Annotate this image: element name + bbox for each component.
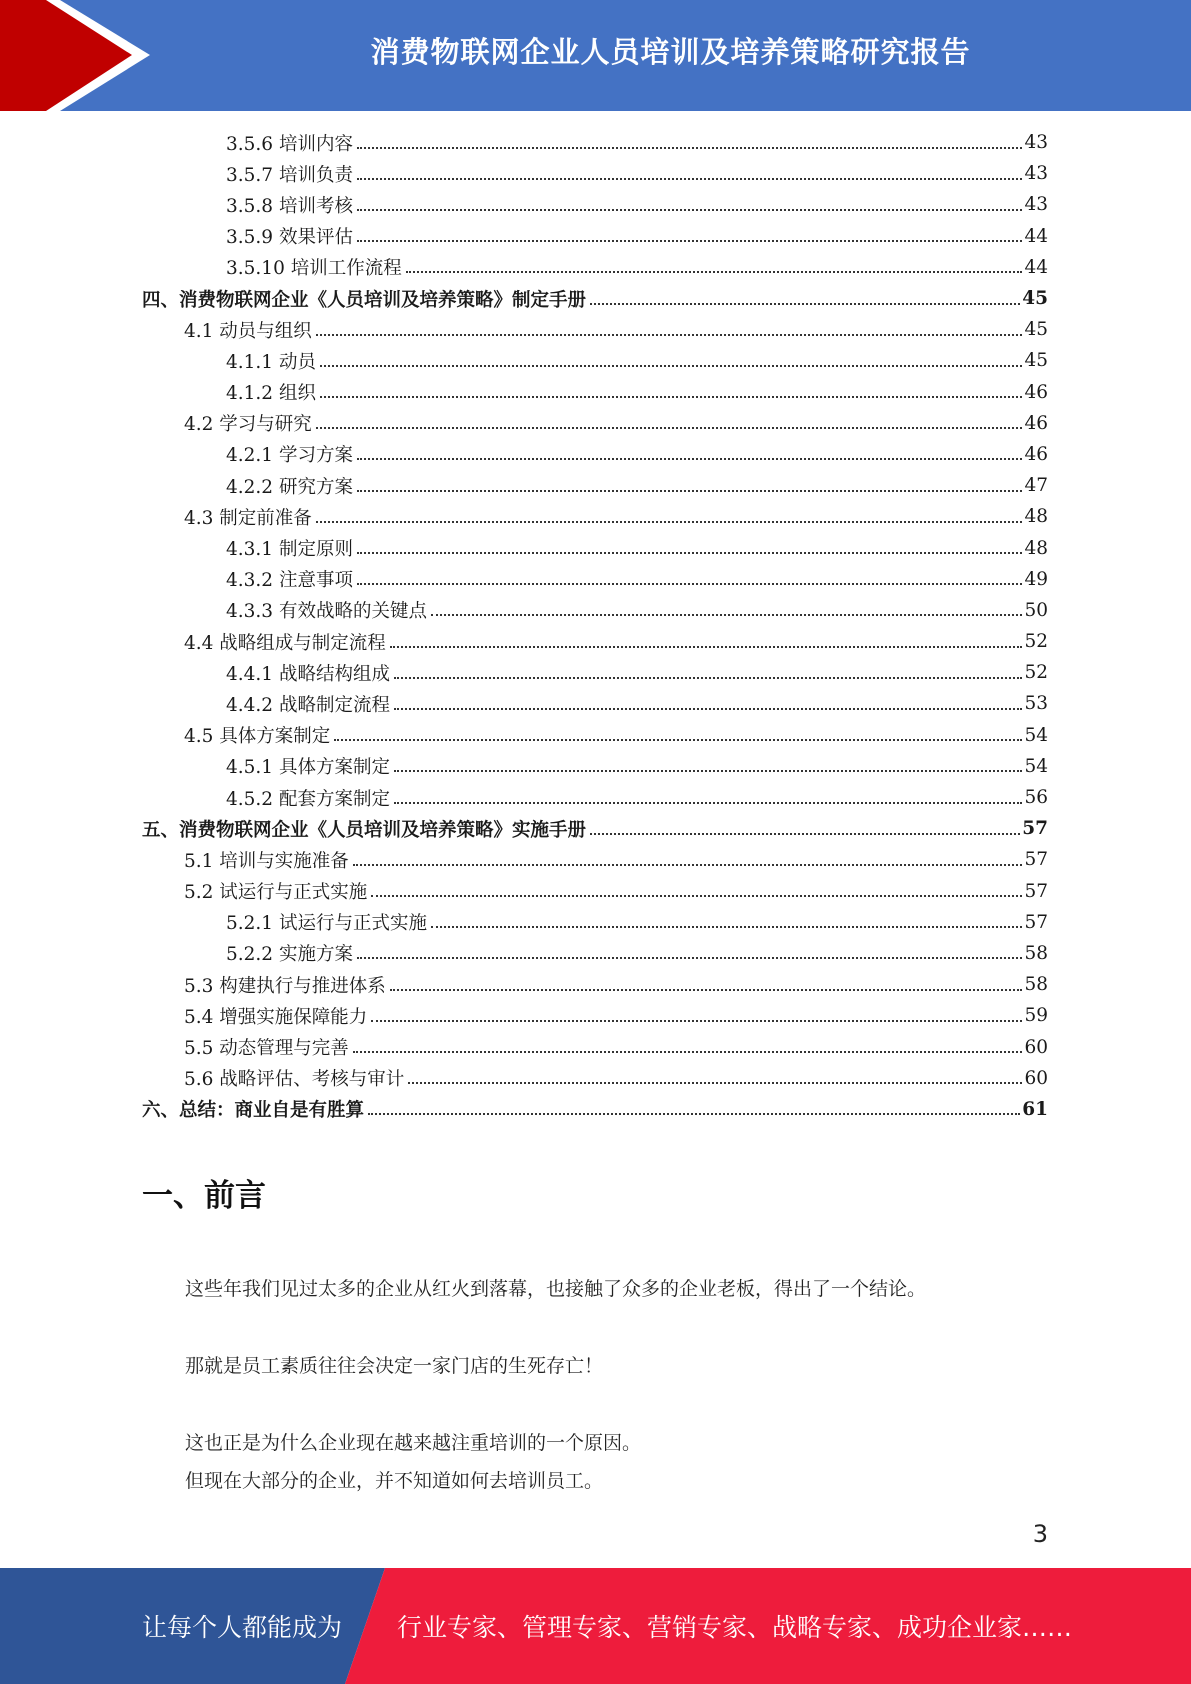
toc-entry[interactable] [142,189,1048,220]
toc-dot-leader [357,490,1023,492]
toc-dot-leader [357,458,1023,460]
toc-entry[interactable] [142,1031,1048,1062]
toc-entry[interactable] [142,283,1048,314]
toc-entry-page: 57 [1024,911,1048,933]
toc-entry-label: 5.2.1 试运行与正式实施 [226,913,427,935]
toc-entry-page: 48 [1024,506,1048,528]
toc-entry-label: 5.6 战略评估、考核与审计 [184,1069,405,1091]
toc-entry[interactable] [142,439,1048,470]
toc-entry[interactable] [142,377,1048,408]
toc-entry-label: 5.2 试运行与正式实施 [184,882,368,904]
toc-entry-page: 54 [1024,755,1048,777]
toc-entry[interactable] [142,1000,1048,1031]
toc-entry-label: 3.5.9 效果评估 [226,227,353,249]
toc-entry[interactable] [142,844,1048,875]
toc-entry-page: 45 [1024,350,1048,372]
toc-entry[interactable] [142,751,1048,782]
toc-dot-leader [357,957,1023,959]
toc-entry[interactable] [142,876,1048,907]
toc-dot-leader [368,1113,1020,1115]
toc-entry[interactable] [142,938,1048,969]
toc-entry[interactable] [142,907,1048,938]
toc-dot-leader [357,552,1023,554]
toc-entry-label: 3.5.7 培训负责 [226,164,353,186]
toc-dot-leader [371,895,1022,897]
toc-entry-label: 3.5.10 培训工作流程 [226,258,402,280]
toc-entry[interactable] [142,532,1048,563]
toc-dot-leader [408,1082,1022,1084]
toc-entry-label: 4.3.2 注意事项 [226,570,353,592]
toc-entry[interactable] [142,501,1048,532]
toc-entry-page: 53 [1024,693,1048,715]
toc-entry-label: 5.1 培训与实施准备 [184,850,349,872]
toc-entry-page: 60 [1024,1067,1048,1089]
toc-dot-leader [353,864,1023,866]
toc-entry-page: 45 [1022,288,1048,310]
toc-entry-label: 3.5.6 培训内容 [226,133,353,155]
toc-entry-page: 44 [1024,225,1048,247]
toc-entry-label: 六、总结：商业自是有胜算 [142,1100,365,1122]
toc-dot-leader [320,365,1023,367]
toc-entry[interactable] [142,158,1048,189]
section-heading: 一、前言 [142,1178,266,1214]
toc-entry-page: 46 [1024,381,1048,403]
toc-entry-label: 4.3 制定前准备 [184,507,312,529]
paragraph: 这些年我们见过太多的企业从红火到落幕，也接触了众多的企业老板，得出了一个结论。 [185,1278,927,1300]
toc-entry-label: 4.1 动员与组织 [184,320,312,342]
toc-dot-leader [371,1020,1022,1022]
toc-entry[interactable] [142,408,1048,439]
toc-entry-page: 52 [1024,631,1048,653]
toc-entry[interactable] [142,969,1048,1000]
toc-entry[interactable] [142,470,1048,501]
toc-dot-leader [357,147,1023,149]
toc-dot-leader [353,1051,1023,1053]
toc-entry-page: 43 [1024,163,1048,185]
toc-dot-leader [394,802,1022,804]
toc-dot-leader [316,334,1023,336]
toc-entry[interactable] [142,688,1048,719]
toc-dot-leader [390,989,1023,991]
toc-entry-page: 57 [1024,849,1048,871]
toc-entry-page: 52 [1024,662,1048,684]
toc-entry-label: 4.2.2 研究方案 [226,476,353,498]
toc-entry-label: 4.4.1 战略结构组成 [226,663,390,685]
toc-entry-label: 4.5.2 配套方案制定 [226,788,390,810]
toc-entry[interactable] [142,813,1048,844]
toc-entry-label: 4.5 具体方案制定 [184,726,331,748]
toc-entry[interactable] [142,782,1048,813]
page-number: 3 [1032,1520,1048,1548]
toc-entry-page: 61 [1022,1098,1048,1120]
toc-entry-label: 4.1.2 组织 [226,383,316,405]
toc-dot-leader [590,833,1020,835]
paragraph: 那就是员工素质往往会决定一家门店的生死存亡！ [185,1355,604,1377]
toc-entry-page: 57 [1024,880,1048,902]
toc-entry-page: 60 [1024,1036,1048,1058]
toc-entry-page: 57 [1022,818,1048,840]
toc-entry-page: 46 [1024,443,1048,465]
table-of-contents [142,127,1048,1125]
toc-dot-leader [357,209,1023,211]
paragraph: 但现在大部分的企业，并不知道如何去培训员工。 [185,1470,604,1492]
toc-dot-leader [394,770,1022,772]
toc-entry-label: 4.3.3 有效战略的关键点 [226,601,427,623]
toc-entry-label: 5.5 动态管理与完善 [184,1038,349,1060]
toc-dot-leader [316,427,1023,429]
toc-dot-leader [431,926,1022,928]
toc-entry-page: 46 [1024,412,1048,434]
toc-dot-leader [357,178,1023,180]
toc-entry[interactable] [142,564,1048,595]
toc-entry-page: 43 [1024,194,1048,216]
toc-entry-page: 50 [1024,599,1048,621]
toc-entry-label: 5.3 构建执行与推进体系 [184,975,386,997]
toc-entry-label: 4.2 学习与研究 [184,414,312,436]
toc-dot-leader [394,677,1022,679]
toc-entry[interactable] [142,221,1048,252]
toc-dot-leader [334,739,1022,741]
toc-dot-leader [406,271,1023,273]
toc-entry-page: 59 [1024,1005,1048,1027]
toc-entry[interactable] [142,314,1048,345]
toc-entry-label: 4.4.2 战略制定流程 [226,694,390,716]
toc-entry-label: 5.4 增强实施保障能力 [184,1006,368,1028]
toc-entry-page: 43 [1024,132,1048,154]
toc-entry[interactable] [142,657,1048,688]
toc-dot-leader [357,240,1023,242]
toc-dot-leader [394,708,1022,710]
report-title: 消费物联网企业人员培训及培养策略研究报告 [370,34,971,69]
toc-entry-label: 4.1.1 动员 [226,351,316,373]
toc-entry-page: 56 [1024,787,1048,809]
toc-entry-label: 五、消费物联网企业《人员培训及培养策略》实施手册 [142,819,587,841]
toc-entry[interactable] [142,127,1048,158]
page-header [0,0,1191,111]
toc-dot-leader [320,396,1023,398]
toc-entry-page: 44 [1024,256,1048,278]
toc-entry-label: 3.5.8 培训考核 [226,195,353,217]
toc-entry[interactable] [142,595,1048,626]
toc-entry-label: 5.2.2 实施方案 [226,944,353,966]
toc-entry-page: 54 [1024,724,1048,746]
paragraph: 这也正是为什么企业现在越来越注重培训的一个原因。 [185,1432,642,1454]
toc-entry-page: 49 [1024,568,1048,590]
toc-entry[interactable] [142,720,1048,751]
toc-entry-page: 58 [1024,942,1048,964]
toc-entry[interactable] [142,1094,1048,1125]
toc-entry[interactable] [142,626,1048,657]
toc-entry-page: 47 [1024,475,1048,497]
toc-dot-leader [431,614,1022,616]
footer-slogan-left: 让每个人都能成为 [142,1613,343,1642]
toc-entry[interactable] [142,345,1048,376]
toc-entry-label: 四、消费物联网企业《人员培训及培养策略》制定手册 [142,289,587,311]
toc-entry-page: 45 [1024,319,1048,341]
toc-dot-leader [390,646,1023,648]
toc-entry[interactable] [142,252,1048,283]
toc-entry-label: 4.5.1 具体方案制定 [226,757,390,779]
footer-slogan-right: 行业专家、管理专家、营销专家、战略专家、成功企业家…… [397,1613,1073,1642]
toc-dot-leader [316,521,1023,523]
toc-entry-page: 48 [1024,537,1048,559]
toc-entry[interactable] [142,1063,1048,1094]
toc-entry-label: 4.2.1 学习方案 [226,445,353,467]
toc-dot-leader [590,303,1020,305]
toc-entry-label: 4.4 战略组成与制定流程 [184,632,386,654]
toc-dot-leader [357,583,1023,585]
page-footer [0,1568,1191,1684]
toc-entry-page: 58 [1024,974,1048,996]
toc-entry-label: 4.3.1 制定原则 [226,539,353,561]
